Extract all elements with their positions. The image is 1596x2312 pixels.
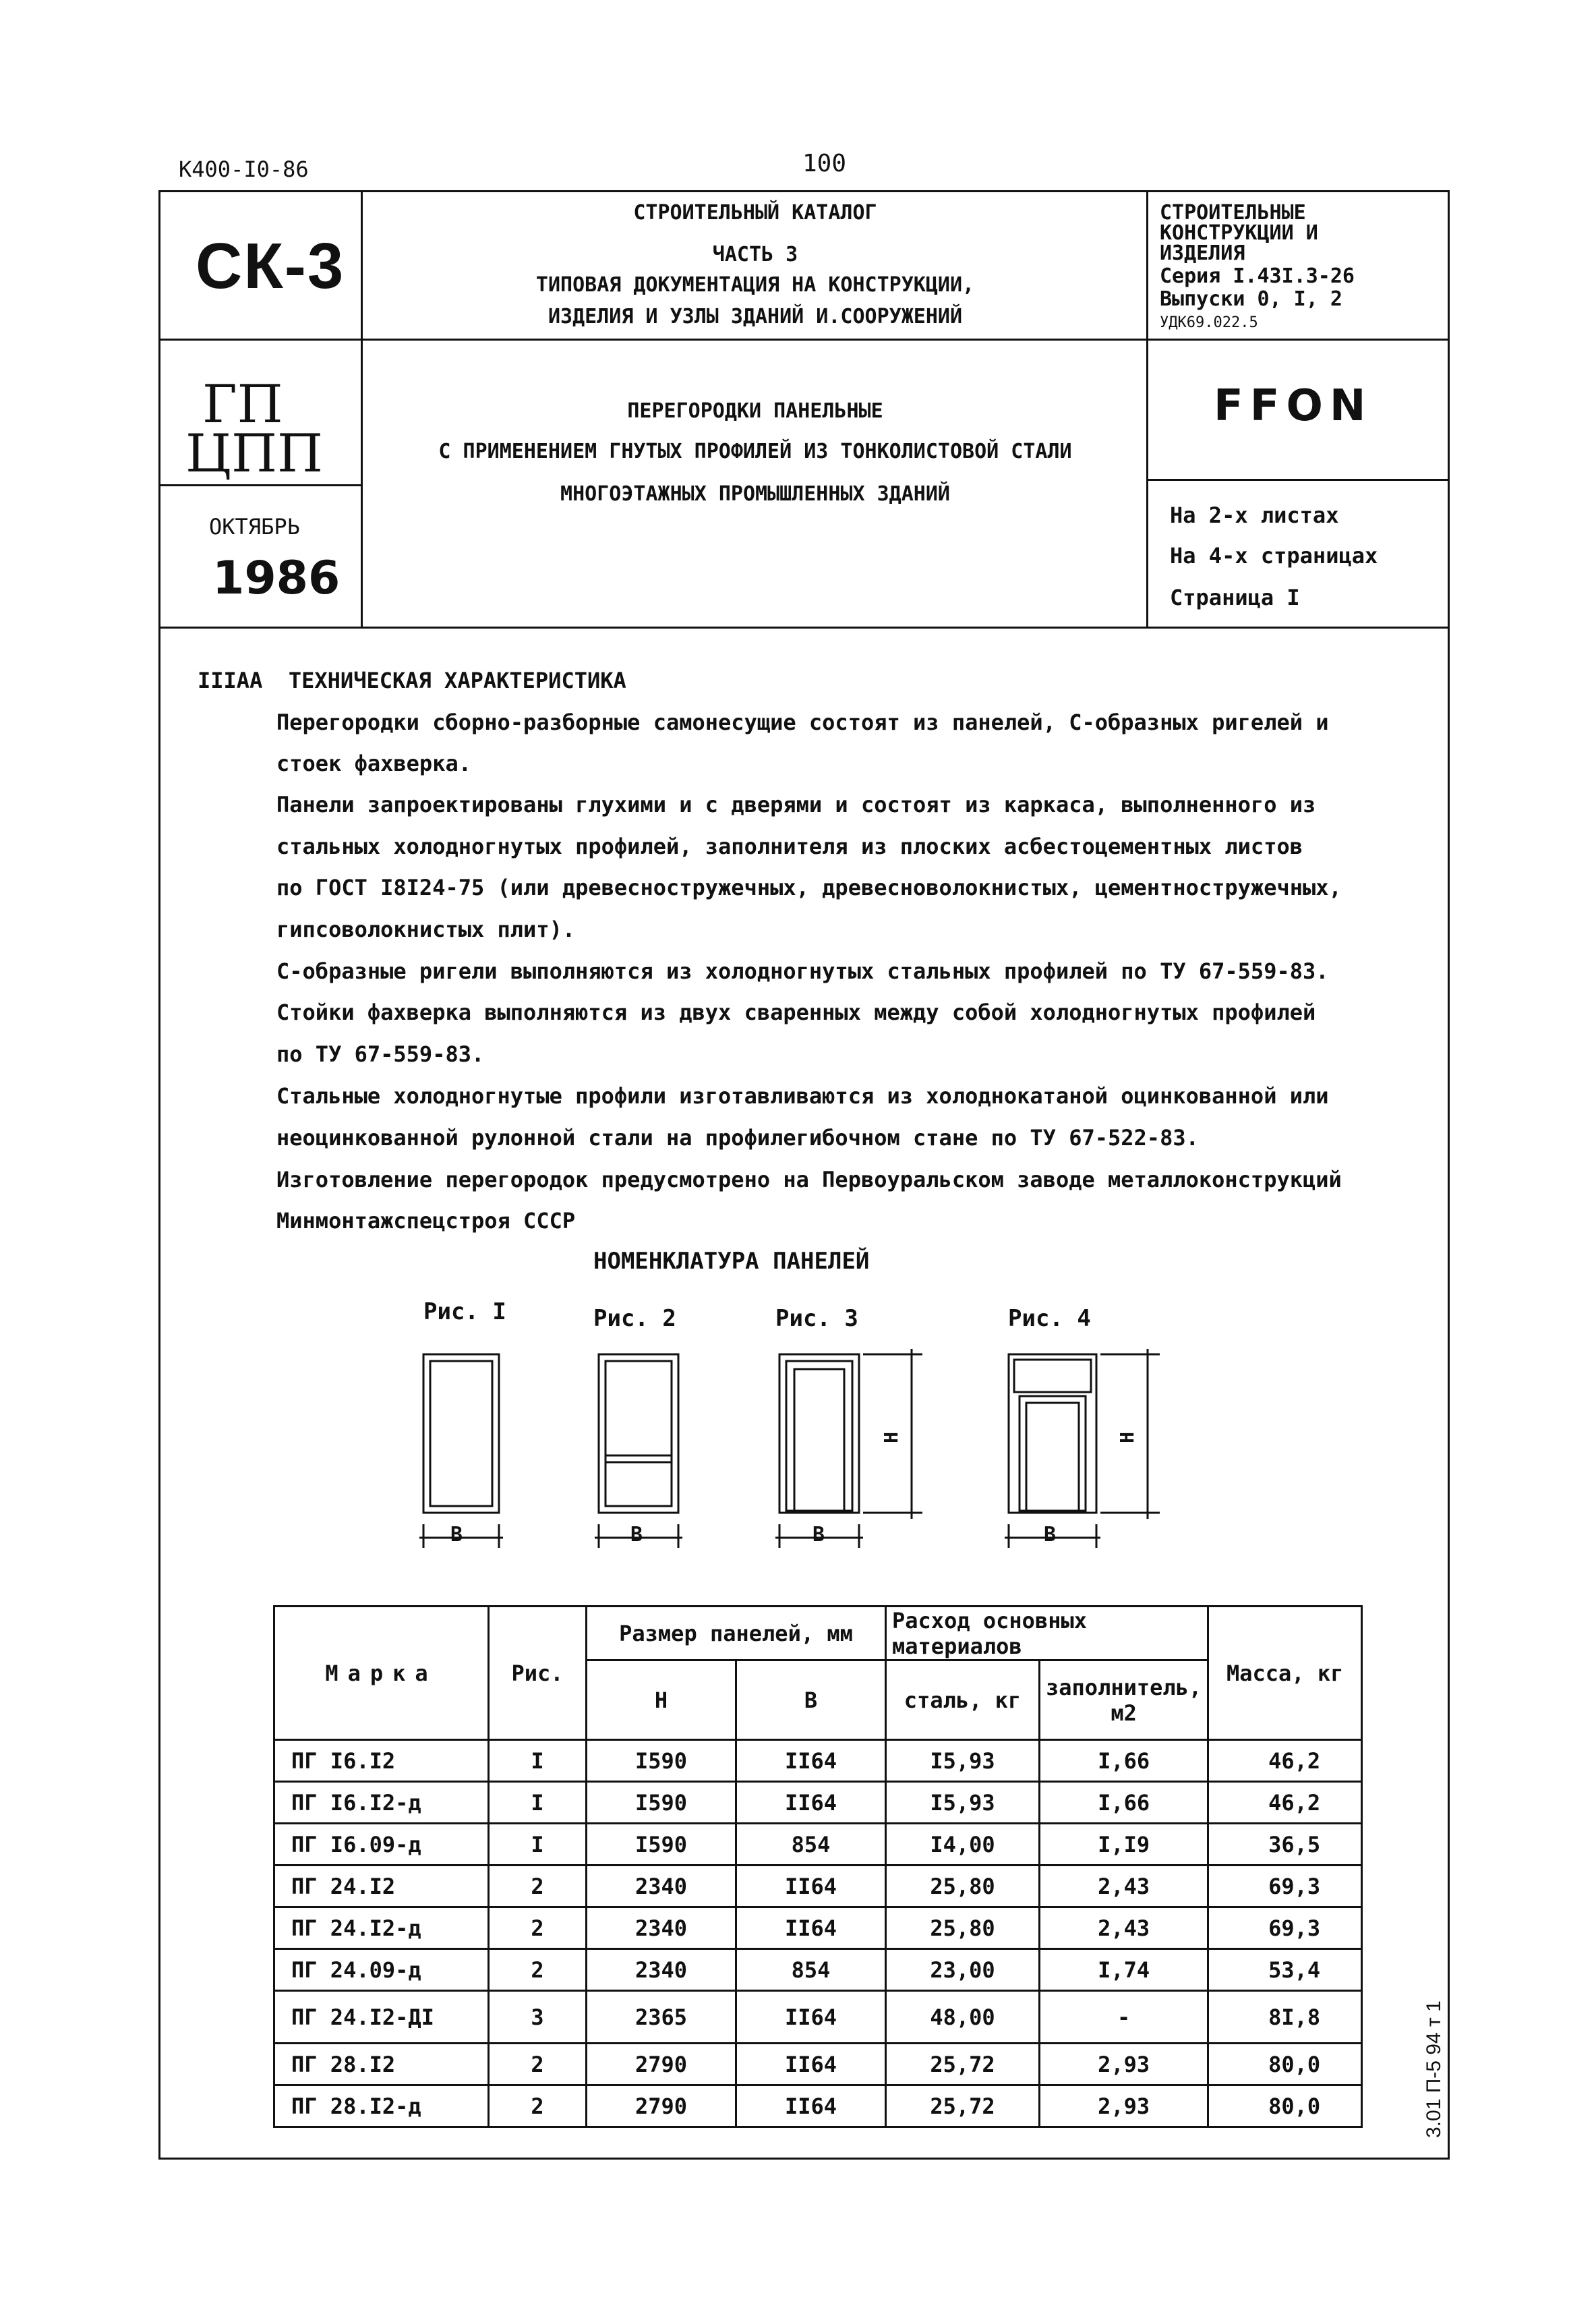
cell-h: 2340 <box>587 1907 736 1949</box>
cell-steel: I5,93 <box>886 1782 1040 1824</box>
table-row <box>274 1782 1362 1824</box>
cell-filler: I,66 <box>1040 1782 1208 1824</box>
section-heading <box>198 668 626 693</box>
cell-b: II64 <box>736 1740 886 1782</box>
cell-mass: 8I,8 <box>1208 1991 1362 2044</box>
cell-filler: - <box>1040 1991 1208 2044</box>
cell-h: 2340 <box>587 1866 736 1907</box>
table-row <box>274 1866 1362 1907</box>
panel-nomenclature-table <box>273 1605 1363 2128</box>
cell-filler: I,74 <box>1040 1949 1208 1991</box>
cell-h: 2790 <box>587 2044 736 2085</box>
title-line-1: ПЕРЕГОРОДКИ ПАНЕЛЬНЫЕ <box>627 399 883 423</box>
paragraph-line: стальных холодногнутых профилей, заполнителя из плоских асбестоцементных листов <box>276 834 1303 859</box>
current-page: Страница I <box>1170 585 1300 610</box>
header-hline-1 <box>158 339 1450 341</box>
cell-fig: I <box>489 1824 587 1866</box>
cell-mass: 53,4 <box>1208 1949 1362 1991</box>
cell-fig: I <box>489 1740 587 1782</box>
cell-mass: 46,2 <box>1208 1740 1362 1782</box>
cell-mass: 36,5 <box>1208 1824 1362 1866</box>
catalog-line-2: ЧАСТЬ 3 <box>712 243 798 266</box>
paragraph-line: Изготовление перегородок предусмотрено на Первоуральском заводе металлоконструкций <box>276 1167 1342 1192</box>
udk-label: УДК69.022.5 <box>1160 314 1258 331</box>
figure-3-label: Рис. 3 <box>775 1305 858 1332</box>
cell-b: II64 <box>736 1907 886 1949</box>
cell-mark: ПГ I6.I2-д <box>274 1782 489 1824</box>
cell-b: II64 <box>736 1866 886 1907</box>
cell-filler: I,I9 <box>1040 1824 1208 1866</box>
title-line-2: С ПРИМЕНЕНИЕМ ГНУТЫХ ПРОФИЛЕЙ ИЗ ТОНКОЛИСТОВОЙ СТАЛИ <box>438 440 1072 463</box>
cell-filler: 2,93 <box>1040 2085 1208 2127</box>
cell-h: I590 <box>587 1740 736 1782</box>
cell-h: 2790 <box>587 2085 736 2127</box>
header-mass: Масса, кг <box>1208 1607 1362 1740</box>
cell-mass: 46,2 <box>1208 1782 1362 1824</box>
figure-4-height-label: Н <box>1115 1432 1138 1443</box>
panel-fig-1 <box>419 1354 503 1548</box>
cell-mark: ПГ I6.09-д <box>274 1824 489 1866</box>
figure-3-width-label: В <box>812 1523 825 1547</box>
cell-fig: 2 <box>489 1907 587 1949</box>
section-title: ТЕХНИЧЕСКАЯ ХАРАКТЕРИСТИКА <box>288 668 626 693</box>
cell-steel: 25,80 <box>886 1866 1040 1907</box>
cell-h: 2365 <box>587 1991 736 2044</box>
cell-steel: 48,00 <box>886 1991 1040 2044</box>
paragraph-line: Стойки фахверка выполняются из двух сваренных между собой холодногнутых профилей <box>276 1000 1316 1025</box>
cell-b: 854 <box>736 1949 886 1991</box>
figure-1-label: Рис. I <box>423 1298 506 1325</box>
catalog-line-3: ТИПОВАЯ ДОКУМЕНТАЦИЯ НА КОНСТРУКЦИИ, <box>535 273 975 297</box>
cell-mass: 69,3 <box>1208 1866 1362 1907</box>
cell-steel: I4,00 <box>886 1824 1040 1866</box>
table-row <box>274 1949 1362 1991</box>
figure-2-width-label: В <box>630 1523 643 1547</box>
paragraph-line: Панели запроектированы глухими и с дверями и состоят из каркаса, выполненного из <box>276 792 1316 817</box>
paragraph-line: гипсоволокнистых плит). <box>276 917 576 942</box>
section-code: IIIАА <box>198 668 263 693</box>
pages-count: На 4-х страницах <box>1170 543 1378 569</box>
figure-3-height-label: Н <box>879 1432 902 1443</box>
cell-h: I590 <box>587 1782 736 1824</box>
paragraph-line: стоек фахверка. <box>276 751 471 776</box>
header-fig: Рис. <box>489 1607 587 1740</box>
cell-h: 2340 <box>587 1949 736 1991</box>
cell-steel: 25,80 <box>886 1907 1040 1949</box>
cell-steel: 25,72 <box>886 2044 1040 2085</box>
nomenclature-title: НОМЕНКЛАТУРА ПАНЕЛЕЙ <box>593 1248 870 1275</box>
cell-fig: 2 <box>489 1949 587 1991</box>
cell-filler: 2,43 <box>1040 1866 1208 1907</box>
paragraph-line: по ГОСТ I8I24-75 (или древесностружечных, древесноволокнистых, цементностружечных, <box>276 875 1342 900</box>
cell-mass: 80,0 <box>1208 2044 1362 2085</box>
cell-fig: 3 <box>489 1991 587 2044</box>
cell-fig: 2 <box>489 2044 587 2085</box>
cell-filler: 2,93 <box>1040 2044 1208 2085</box>
paragraph-line: Минмонтажспецстроя СССР <box>276 1208 576 1234</box>
cell-mass: 80,0 <box>1208 2085 1362 2127</box>
catalog-logo: СК-3 <box>196 230 345 302</box>
cell-mark: ПГ 28.I2 <box>274 2044 489 2085</box>
cell-fig: I <box>489 1782 587 1824</box>
cell-b: 854 <box>736 1824 886 1866</box>
org-line-1: ГП <box>202 374 283 435</box>
document-code: К400-I0-86 <box>179 156 309 182</box>
cell-fig: 2 <box>489 2085 587 2127</box>
header-size: Размер панелей, мм <box>587 1607 886 1660</box>
right-header-line-2: КОНСТРУКЦИИ И <box>1160 221 1318 245</box>
right-header-line-3: ИЗДЕЛИЯ <box>1160 241 1245 265</box>
figure-1-width-label: В <box>450 1523 463 1547</box>
cell-filler: 2,43 <box>1040 1907 1208 1949</box>
header-hline-right-2 <box>1146 479 1450 481</box>
sheets-count: На 2-х листах <box>1170 502 1339 528</box>
cell-mark: ПГ 24.I2-ДI <box>274 1991 489 2044</box>
figure-4-width-label: В <box>1044 1523 1057 1547</box>
cell-b: II64 <box>736 1991 886 2044</box>
page-number: 100 <box>802 150 847 177</box>
header-size-h: Н <box>587 1660 736 1740</box>
cell-mark: ПГ 24.I2 <box>274 1866 489 1907</box>
panel-drawings <box>405 1342 1214 1565</box>
panel-fig-4 <box>1005 1349 1160 1548</box>
paragraph-line: Перегородки сборно-разборные самонесущие состоят из панелей, С-образных ригелей и <box>276 710 1329 735</box>
cell-mark: ПГ 24.09-д <box>274 1949 489 1991</box>
cell-mark: ПГ 24.I2-д <box>274 1907 489 1949</box>
paragraph-line: С-образные ригели выполняются из холодногнутых стальных профилей по ТУ 67-559-83. <box>276 958 1329 984</box>
figure-2-label: Рис. 2 <box>593 1305 676 1332</box>
org-line-2: ЦПП <box>185 424 324 484</box>
figure-4-label: Рис. 4 <box>1008 1305 1091 1332</box>
catalog-line-1: СТРОИТЕЛЬНЫЙ КАТАЛОГ <box>633 201 877 225</box>
cell-b: II64 <box>736 2044 886 2085</box>
side-archive-code: 3.01 П-5 94 т 1 <box>1423 2000 1445 2138</box>
paragraph-line: по ТУ 67-559-83. <box>276 1041 485 1067</box>
header-mark: Марка <box>274 1607 489 1740</box>
panel-fig-2 <box>595 1354 682 1548</box>
cell-fig: 2 <box>489 1866 587 1907</box>
table-row <box>274 2044 1362 2085</box>
table-row <box>274 1740 1362 1782</box>
header-steel: сталь, кг <box>886 1660 1040 1740</box>
cell-filler: I,66 <box>1040 1740 1208 1782</box>
header-consumption: Расход основных материалов <box>886 1607 1208 1660</box>
table-header-row <box>274 1607 1362 1660</box>
issues-label: Выпуски 0, I, 2 <box>1160 287 1342 311</box>
series-label: Серия I.43I.3-26 <box>1160 264 1355 288</box>
cell-steel: 23,00 <box>886 1949 1040 1991</box>
classification-code: FFON <box>1214 381 1373 431</box>
title-line-3: МНОГОЭТАЖНЫХ ПРОМЫШЛЕННЫХ ЗДАНИЙ <box>560 482 950 506</box>
panel-fig-3 <box>775 1349 922 1548</box>
table-row <box>274 1907 1362 1949</box>
table-row <box>274 1991 1362 2044</box>
issue-month: ОКТЯБРЬ <box>209 514 300 540</box>
table-row <box>274 2085 1362 2127</box>
issue-year: 1986 <box>212 552 341 605</box>
header-filler: заполнитель, м2 <box>1040 1660 1208 1740</box>
cell-mark: ПГ I6.I2 <box>274 1740 489 1782</box>
cell-b: II64 <box>736 1782 886 1824</box>
header-hline-left-2 <box>158 484 362 486</box>
table-row <box>274 1824 1362 1866</box>
cell-steel: 25,72 <box>886 2085 1040 2127</box>
paragraph-line: неоцинкованной рулонной стали на профилегибочном стане по ТУ 67-522-83. <box>276 1125 1199 1151</box>
cell-steel: I5,93 <box>886 1740 1040 1782</box>
header-size-b: В <box>736 1660 886 1740</box>
header-divider-right <box>1146 190 1148 629</box>
header-divider-left <box>361 190 363 629</box>
catalog-line-4: ИЗДЕЛИЯ И УЗЛЫ ЗДАНИЙ И.СООРУЖЕНИЙ <box>548 305 963 328</box>
cell-b: II64 <box>736 2085 886 2127</box>
right-header-line-1: СТРОИТЕЛЬНЫЕ <box>1160 201 1306 225</box>
cell-mark: ПГ 28.I2-д <box>274 2085 489 2127</box>
paragraph-line: Стальные холодногнутые профили изготавливаются из холоднокатаной оцинкованной или <box>276 1083 1329 1109</box>
cell-h: I590 <box>587 1824 736 1866</box>
cell-mass: 69,3 <box>1208 1907 1362 1949</box>
